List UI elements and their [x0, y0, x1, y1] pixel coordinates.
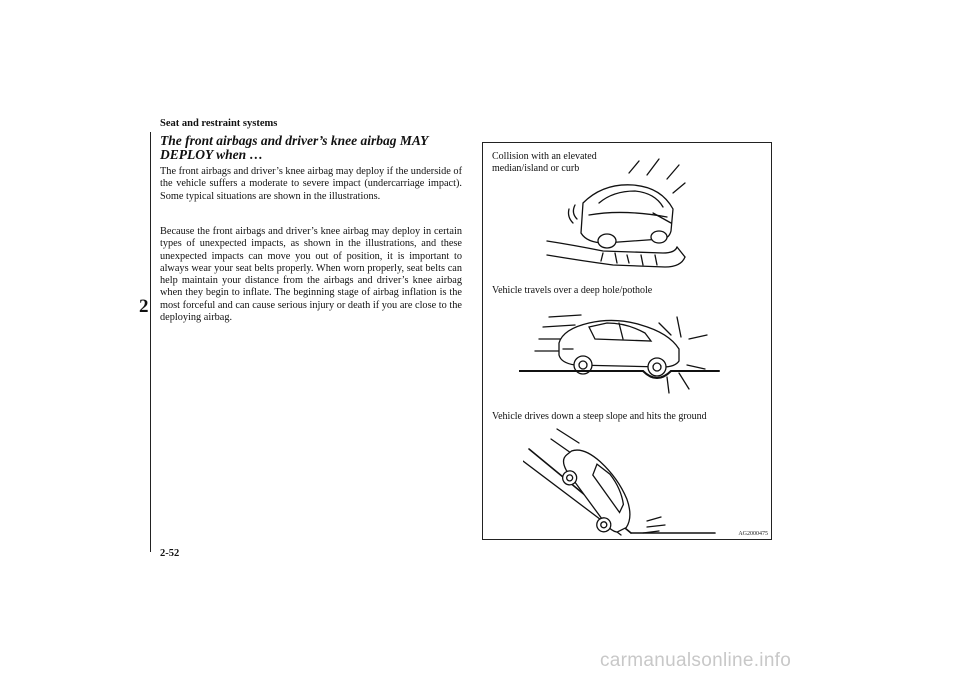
chapter-tab-rule	[150, 132, 151, 552]
page-number: 2-52	[160, 548, 180, 559]
curb-collision-illustration	[543, 153, 693, 273]
body-paragraph-1: The front airbags and driver’s knee airbag may deploy if the underside of the vehicle suffers a moderate to severe impact (undercarriage impact). Some typical situations are shown in the illustrations.	[160, 166, 462, 202]
caption-pothole: Vehicle travels over a deep hole/pothole	[492, 285, 653, 296]
section-heading: The front airbags and driver’s knee airbag MAY DEPLOY when …	[160, 133, 428, 162]
pothole-illustration	[519, 309, 729, 399]
illustration-box	[482, 142, 772, 540]
body-paragraph-2: Because the front airbags and driver’s knee airbag may deploy in certain types of unexpected impacts, as shown in the illustrations, and these unexpected impacts can move you out of position, it is important to always wear your seat belts properly. When worn properly, seat belts can help maintain your distance from the airbags and driver’s knee airbag when they begin to inflate. The beginning stage of airbag inflation is the most forceful and can cause serious injury or death if you are close to the deploying airbag.	[160, 226, 462, 324]
watermark: carmanualsonline.info	[600, 650, 792, 671]
caption-curb-collision: Collision with an elevated median/island or curb	[492, 151, 597, 174]
section-header: Seat and restraint systems	[160, 118, 278, 129]
chapter-number: 2	[139, 296, 149, 317]
steep-slope-illustration	[523, 425, 723, 537]
caption-steep-slope: Vehicle drives down a steep slope and hits the ground	[492, 411, 707, 422]
figure-code: AG2000475	[738, 531, 768, 537]
